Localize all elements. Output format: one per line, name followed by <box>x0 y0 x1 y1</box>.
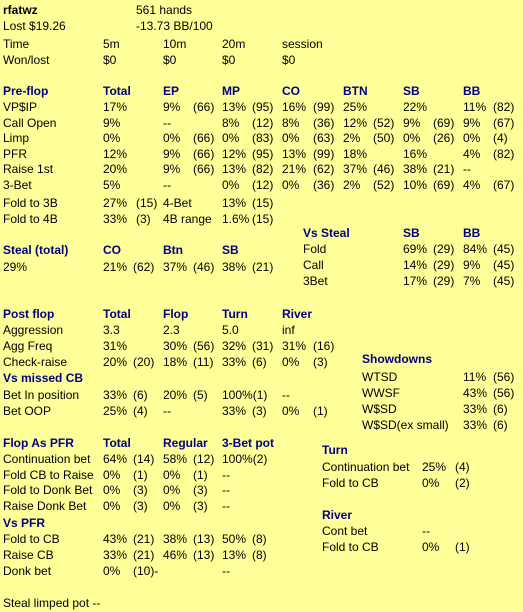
stat-value: 46% <box>163 548 188 562</box>
row-label: Fold to 4B <box>3 212 58 226</box>
stat-value: 0% <box>282 131 300 145</box>
sample-count: (21) <box>133 532 155 546</box>
stat-value: 43% <box>463 386 488 400</box>
row-label: Donk bet <box>3 564 52 578</box>
stat-value: 2% <box>343 177 361 192</box>
row-label: VP$IP <box>3 100 38 114</box>
sample-count: (4) <box>493 131 508 145</box>
sample-count: (83) <box>252 131 274 145</box>
bb-per-100: -13.73 BB/100 <box>136 19 213 33</box>
row-label: Agg Freq <box>3 339 53 353</box>
sample-count: (66) <box>193 100 215 114</box>
sample-count: (12) <box>252 177 274 192</box>
stat-value: -- <box>422 524 430 538</box>
stat-value: 31% <box>103 339 128 353</box>
stat-value: 11% <box>463 370 487 384</box>
section-title: Steal (total) <box>3 243 69 257</box>
sample-count: (56) <box>493 370 515 384</box>
section-title: Flop As PFR <box>3 436 74 450</box>
stat-value: 8% <box>282 115 300 130</box>
stat-value: 9% <box>463 258 481 272</box>
stat-value: 0% <box>422 540 440 554</box>
row-label: Raise Donk Bet <box>3 498 87 513</box>
column-header: BB <box>463 226 481 240</box>
column-header: Total <box>103 84 131 98</box>
sample-count: (82) <box>493 100 515 114</box>
sample-count: (63) <box>313 131 335 145</box>
result-amount: Lost $19.26 <box>3 19 66 33</box>
time-col-header: 10m <box>163 37 187 51</box>
stat-value: 29% <box>3 260 28 274</box>
stat-value: 9% <box>163 146 181 161</box>
row-label: Aggression <box>3 323 64 337</box>
stat-value: 0% <box>163 498 181 513</box>
row-label: Bet In position <box>3 388 80 402</box>
stat-value: -- <box>163 177 171 192</box>
section-title: Pre-flop <box>3 84 49 98</box>
row-label: Call <box>303 258 324 272</box>
section-title: River <box>322 508 353 522</box>
column-header: Flop <box>163 307 189 321</box>
section-title: Showdowns <box>362 352 432 366</box>
sample-count: (14) <box>133 452 155 466</box>
stat-value: 27% <box>103 196 128 210</box>
row-label: Fold to CB <box>322 540 379 554</box>
sample-count: (3) <box>133 483 148 497</box>
row-label: 4B range <box>163 212 212 226</box>
stat-value: 21% <box>282 162 307 176</box>
stat-value: 21% <box>103 260 128 274</box>
sample-count: (4) <box>133 404 148 418</box>
stat-value: 9% <box>463 115 481 130</box>
sample-count: (46) <box>373 162 395 176</box>
stat-value: 10% <box>403 177 428 192</box>
stat-value: 58% <box>163 452 188 466</box>
row-label: Fold to CB <box>3 532 60 546</box>
stat-value: 1.6% <box>222 212 250 226</box>
stat-value: 13% <box>222 162 247 176</box>
section-title: Turn <box>322 443 348 457</box>
player-name: rfatwz <box>3 3 38 17</box>
sample-count: (45) <box>493 242 515 256</box>
column-header: SB <box>222 243 239 257</box>
stat-value: 3.3 <box>103 323 120 337</box>
row-label: Call Open <box>3 115 57 130</box>
stat-value: 30% <box>163 339 188 353</box>
sample-count: (52) <box>373 177 395 192</box>
sample-count: (50) <box>373 131 395 145</box>
stat-value: 0% <box>282 177 300 192</box>
stat-value: 33% <box>463 418 488 432</box>
stat-value: 9% <box>163 100 181 114</box>
stat-value: -- <box>163 404 171 418</box>
sample-count: (31) <box>252 339 274 353</box>
sample-count: (69) <box>433 177 455 192</box>
stat-value: 0% <box>103 131 121 145</box>
row-label: Raise 1st <box>3 162 54 176</box>
wonlost-value: $0 <box>222 53 236 67</box>
row-label: Check-raise <box>3 355 68 369</box>
stat-value: 12% <box>103 146 128 161</box>
sample-count: (36) <box>313 177 335 192</box>
stat-value: 0% <box>403 131 421 145</box>
sample-count: (1) <box>455 540 470 554</box>
stat-value: 9% <box>163 162 181 176</box>
sample-count: (6) <box>493 418 508 432</box>
sample-count: (3) <box>313 355 328 369</box>
stat-value: 18% <box>163 355 188 369</box>
stat-value: 5% <box>103 177 121 192</box>
section-title: Vs missed CB <box>3 371 84 385</box>
stat-value: 69% <box>403 242 428 256</box>
column-header: SB <box>403 84 420 98</box>
sample-count: (99) <box>313 146 335 161</box>
row-label: Limp <box>3 131 30 145</box>
stat-value: 16% <box>282 100 307 114</box>
stat-value: 38% <box>222 260 247 274</box>
stat-value: 22% <box>403 100 428 114</box>
stat-value: 43% <box>103 532 128 546</box>
stat-value: 0% <box>163 131 181 145</box>
sample-count: (20) <box>133 355 155 369</box>
stat-value: 17% <box>403 274 428 288</box>
sample-count: (6) <box>252 355 267 369</box>
stat-value: 11% <box>463 100 487 114</box>
stat-value: 0% <box>103 564 121 578</box>
row-label: Raise CB <box>3 548 54 562</box>
column-header: River <box>282 307 313 321</box>
row-label: Cont bet <box>322 524 368 538</box>
stat-value: -- <box>222 483 230 497</box>
stat-value: 0% <box>463 131 481 145</box>
sample-count: (36) <box>313 115 335 130</box>
stat-value: 33% <box>222 355 247 369</box>
stat-value: 50% <box>222 532 247 546</box>
sample-count: (6) <box>133 388 148 402</box>
sample-count: (69) <box>433 115 455 130</box>
column-header: Turn <box>222 307 248 321</box>
sample-count: (95) <box>252 146 274 161</box>
section-title: Vs Steal <box>303 226 350 240</box>
sample-count: (3) <box>133 498 148 513</box>
stat-value: -- <box>282 388 290 402</box>
sample-count: (56) <box>493 386 515 400</box>
stat-value: 100%(1) <box>222 388 268 402</box>
column-header: 3-Bet pot <box>222 436 274 450</box>
sample-count: (66) <box>193 131 215 145</box>
column-header: BB <box>463 84 481 98</box>
sample-count: (8) <box>252 548 267 562</box>
stat-value: -- <box>163 115 171 130</box>
sample-count: (8) <box>252 532 267 546</box>
section-title: Post flop <box>3 307 55 321</box>
sample-count: (3) <box>193 498 208 513</box>
sample-count: (10)- <box>133 564 159 578</box>
sample-count: (66) <box>193 162 215 176</box>
stat-value: 0% <box>103 467 121 482</box>
sample-count: (29) <box>433 274 455 288</box>
sample-count: (82) <box>493 146 515 161</box>
stat-value: 0% <box>103 483 121 497</box>
column-header: EP <box>163 84 180 98</box>
stat-value: 4% <box>463 177 481 192</box>
stat-value: -- <box>222 467 230 482</box>
sample-count: (26) <box>433 131 455 145</box>
row-label: Fold to CB <box>322 476 379 490</box>
stat-value: 0% <box>222 177 240 192</box>
stat-value: 25% <box>103 404 128 418</box>
stat-value: 0% <box>222 131 240 145</box>
column-header: BTN <box>343 84 368 98</box>
row-label: Continuation bet <box>3 452 91 466</box>
stat-value: -- <box>222 498 230 513</box>
row-label: 3Bet <box>303 274 328 288</box>
stat-value: 17% <box>103 100 128 114</box>
stat-value: -- <box>463 162 471 176</box>
steal-limped-pot: Steal limped pot -- <box>3 596 101 610</box>
sample-count: (45) <box>493 258 515 272</box>
stat-value: 9% <box>403 115 421 130</box>
stat-value: 8% <box>222 115 240 130</box>
sample-count: (29) <box>433 242 455 256</box>
row-label: Bet OOP <box>3 404 52 418</box>
time-col-header: 20m <box>222 37 246 51</box>
sample-count: (1) <box>313 404 328 418</box>
stat-value: 64% <box>103 452 128 466</box>
row-label: Fold <box>303 242 327 256</box>
sample-count: (21) <box>133 548 155 562</box>
sample-count: (4) <box>455 460 470 474</box>
column-header: Btn <box>163 243 183 257</box>
sample-count: (1) <box>193 467 208 482</box>
stat-value: 12% <box>222 146 247 161</box>
column-header: Total <box>103 307 131 321</box>
row-label: Continuation bet <box>322 460 410 474</box>
sample-count: (12) <box>193 452 215 466</box>
column-header: Total <box>103 436 131 450</box>
stat-value: 2.3 <box>163 323 180 337</box>
sample-count: (16) <box>313 339 335 353</box>
row-label: Fold CB to Raise <box>3 467 94 482</box>
stat-value: 7% <box>463 274 481 288</box>
stat-value: 33% <box>103 212 128 226</box>
sample-count: (6) <box>493 402 508 416</box>
sample-count: (15) <box>252 212 274 226</box>
sample-count: (13) <box>193 548 215 562</box>
stat-value: 0% <box>163 467 181 482</box>
stat-value: 25% <box>422 460 447 474</box>
sample-count: (45) <box>493 274 515 288</box>
sample-count: (15) <box>252 196 274 210</box>
stat-value: 16% <box>403 146 428 161</box>
wonlost-label: Won/lost <box>3 53 50 67</box>
wonlost-value: $0 <box>103 53 117 67</box>
sample-count: (67) <box>493 115 515 130</box>
stat-value: -- <box>222 564 230 578</box>
column-header: MP <box>222 84 240 98</box>
column-header: CO <box>282 84 300 98</box>
column-header: CO <box>103 243 121 257</box>
wonlost-value: $0 <box>163 53 177 67</box>
sample-count: (2) <box>455 476 470 490</box>
time-label: Time <box>3 37 30 51</box>
sample-count: (1) <box>133 467 148 482</box>
stat-value: 33% <box>103 548 128 562</box>
wonlost-value: $0 <box>282 53 296 67</box>
row-label: WTSD <box>362 370 398 384</box>
sample-count: (99) <box>313 100 335 114</box>
row-label: PFR <box>3 146 27 161</box>
sample-count: (3) <box>252 404 267 418</box>
stat-value: 32% <box>222 339 247 353</box>
stat-value: 2% <box>343 131 361 145</box>
row-label: W$SD(ex small) <box>362 418 449 432</box>
row-label: 3-Bet <box>3 177 32 192</box>
stat-value: 33% <box>103 388 128 402</box>
stat-value: 13% <box>222 196 247 210</box>
sample-count: (21) <box>433 162 455 176</box>
column-header: SB <box>403 226 420 240</box>
stat-value: 13% <box>282 146 307 161</box>
stat-value: 0% <box>282 355 300 369</box>
stat-value: 5.0 <box>222 323 239 337</box>
stat-value: 38% <box>163 532 188 546</box>
stat-value: 0% <box>422 476 440 490</box>
row-label: 4-Bet <box>163 196 192 210</box>
sample-count: (5) <box>193 388 208 402</box>
sample-count: (52) <box>373 115 395 130</box>
stat-value: 12% <box>343 115 368 130</box>
row-label: W$SD <box>362 402 397 416</box>
stat-value: 38% <box>403 162 428 176</box>
row-label: Fold to 3B <box>3 196 58 210</box>
stat-value: 0% <box>163 483 181 497</box>
sample-count: (13) <box>193 532 215 546</box>
sample-count: (67) <box>493 177 515 192</box>
stat-value: 20% <box>163 388 188 402</box>
sample-count: (3) <box>193 483 208 497</box>
stat-value: 37% <box>343 162 368 176</box>
stat-value: 0% <box>103 498 121 513</box>
time-col-header: session <box>282 37 323 51</box>
stat-value: 14% <box>403 258 428 272</box>
stat-value: 25% <box>343 100 368 114</box>
sample-count: (3) <box>136 212 151 226</box>
stat-value: 20% <box>103 355 128 369</box>
sample-count: (66) <box>193 146 215 161</box>
sample-count: (56) <box>193 339 215 353</box>
sample-count: (95) <box>252 100 274 114</box>
stat-value: 20% <box>103 162 128 176</box>
sample-count: (11) <box>193 355 214 369</box>
sample-count: (82) <box>252 162 274 176</box>
stat-value: inf <box>282 323 295 337</box>
sample-count: (21) <box>252 260 274 274</box>
stat-value: 13% <box>222 100 247 114</box>
sample-count: (29) <box>433 258 455 272</box>
sample-count: (62) <box>133 260 155 274</box>
section-title: Vs PFR <box>3 516 46 530</box>
stat-value: 100%(2) <box>222 452 268 466</box>
row-label: WWSF <box>362 386 400 400</box>
sample-count: (15) <box>136 196 158 210</box>
stat-value: 4% <box>463 146 481 161</box>
column-header: Regular <box>163 436 208 450</box>
stat-value: 0% <box>282 404 300 418</box>
stat-value: 37% <box>163 260 188 274</box>
stat-value: 31% <box>282 339 307 353</box>
stat-value: 9% <box>103 115 121 130</box>
stat-value: 33% <box>463 402 488 416</box>
sample-count: (46) <box>193 260 215 274</box>
sample-count: (62) <box>313 162 335 176</box>
time-col-header: 5m <box>103 37 120 51</box>
stat-value: 84% <box>463 242 488 256</box>
row-label: Fold to Donk Bet <box>3 483 93 497</box>
hand-count: 561 hands <box>136 3 193 17</box>
stat-value: 33% <box>222 404 247 418</box>
stat-value: 13% <box>222 548 247 562</box>
stat-value: 18% <box>343 146 368 161</box>
sample-count: (12) <box>252 115 274 130</box>
